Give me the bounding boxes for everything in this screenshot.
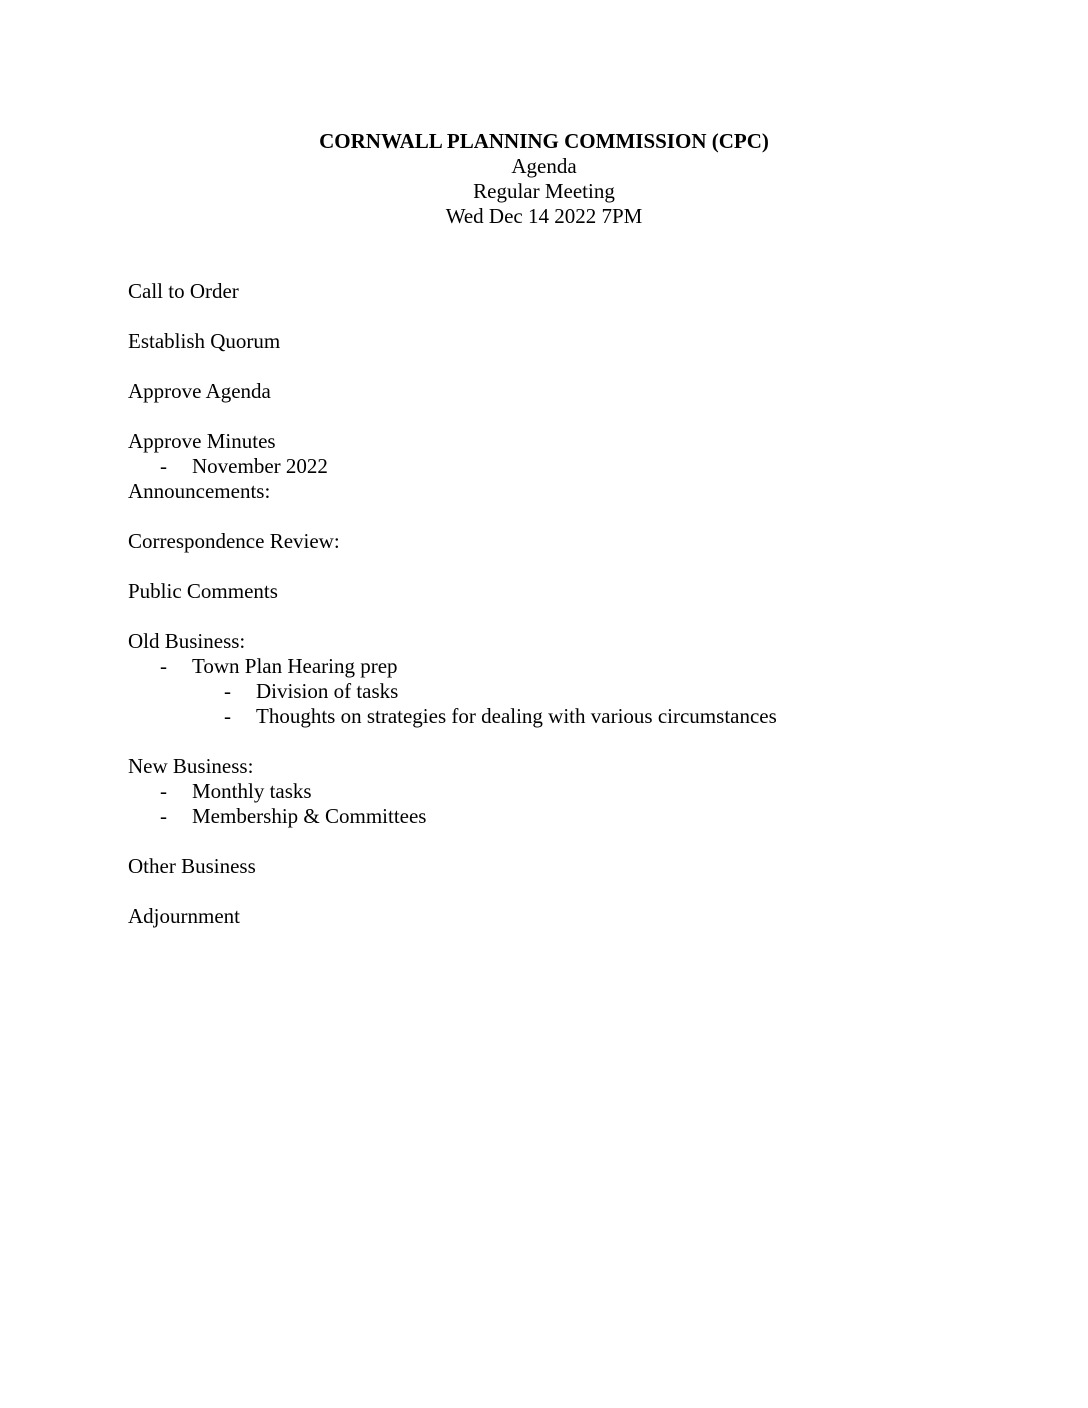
agenda-item-new-business: New Business: xyxy=(128,754,254,778)
agenda-item-old-business: Old Business: xyxy=(128,629,246,653)
new-business-item: Monthly tasks xyxy=(192,779,312,803)
bullet-dash: - xyxy=(160,454,167,478)
bullet-dash: - xyxy=(160,804,167,828)
bullet-dash: - xyxy=(224,679,231,703)
agenda-item-adjournment: Adjournment xyxy=(128,904,240,928)
old-business-subitem: Division of tasks xyxy=(256,679,399,703)
old-business-subitem: Thoughts on strategies for dealing with various circumstances xyxy=(256,704,777,728)
document-title: CORNWALL PLANNING COMMISSION (CPC) xyxy=(319,129,769,153)
document-subtitle: Agenda xyxy=(511,154,577,178)
agenda-item-announcements: Announcements: xyxy=(128,479,271,503)
meeting-date-time: Wed Dec 14 2022 7PM xyxy=(445,204,643,228)
agenda-item-call-to-order: Call to Order xyxy=(128,279,239,303)
new-business-item: Membership & Committees xyxy=(192,804,427,828)
agenda-item-establish-quorum: Establish Quorum xyxy=(128,329,281,353)
agenda-item-correspondence-review: Correspondence Review: xyxy=(128,529,340,553)
agenda-item-public-comments: Public Comments xyxy=(128,579,278,603)
agenda-item-approve-agenda: Approve Agenda xyxy=(128,379,271,403)
agenda-item-approve-minutes: Approve Minutes xyxy=(128,429,276,453)
old-business-item: Town Plan Hearing prep xyxy=(192,654,398,678)
bullet-dash: - xyxy=(160,654,167,678)
bullet-dash: - xyxy=(224,704,231,728)
minutes-item: November 2022 xyxy=(192,454,328,478)
bullet-dash: - xyxy=(160,779,167,803)
agenda-item-other-business: Other Business xyxy=(128,854,256,878)
meeting-type: Regular Meeting xyxy=(473,179,615,203)
